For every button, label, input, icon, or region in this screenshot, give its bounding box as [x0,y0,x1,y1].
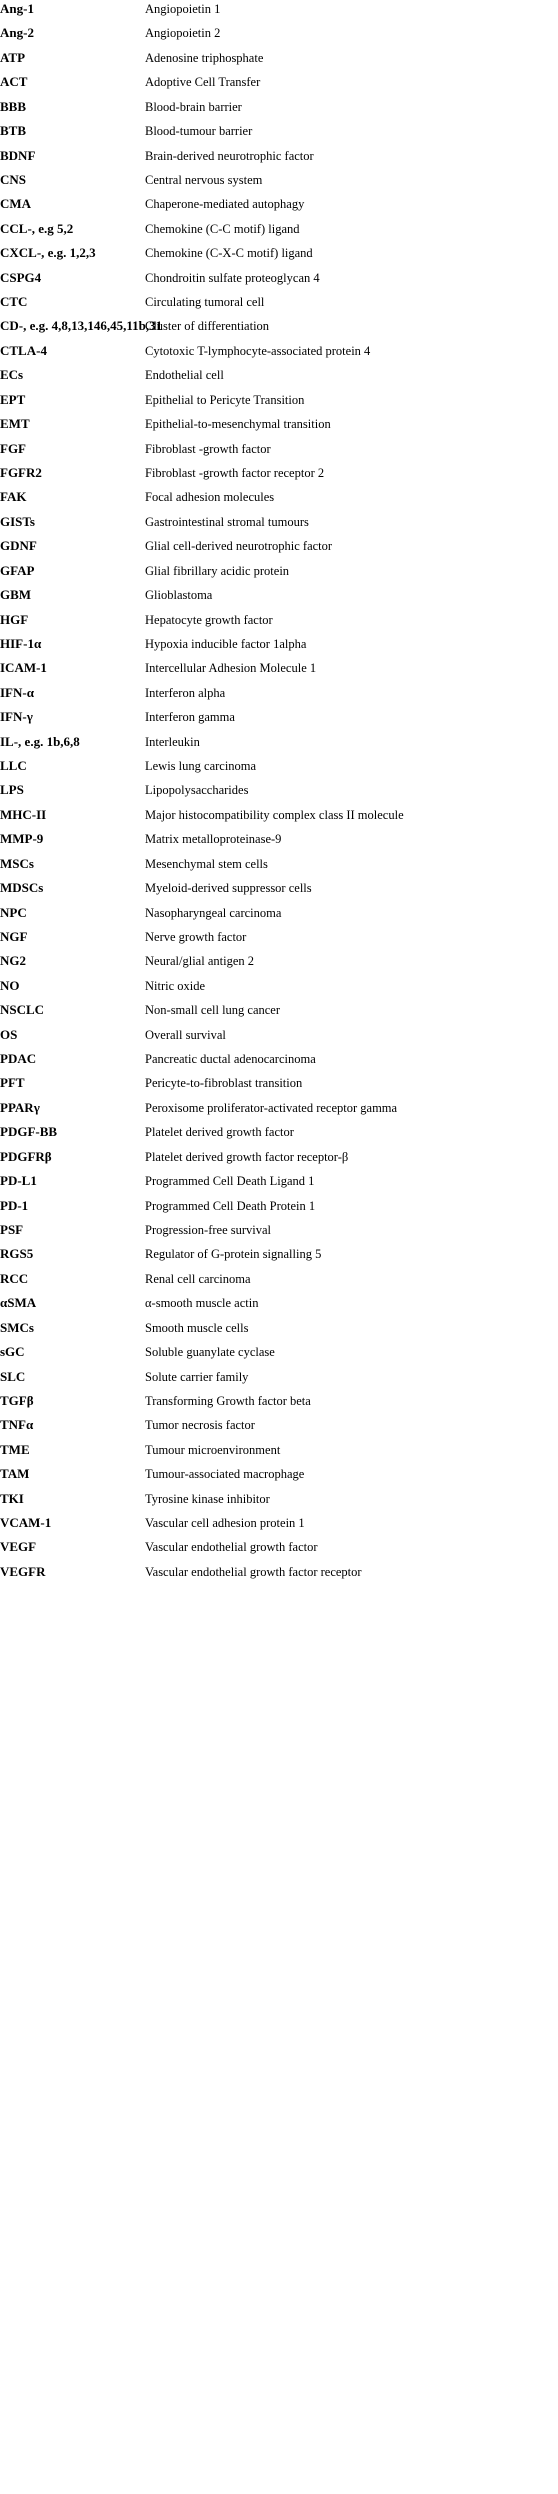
abbreviation-definition: Adoptive Cell Transfer [145,75,261,90]
abbreviation-term: RCC [0,1270,29,1286]
abbreviation-row [0,537,558,561]
abbreviation-term: GBM [0,587,32,603]
abbreviation-definition: Renal cell carcinoma [145,1271,251,1286]
abbreviation-term: TME [0,1441,30,1457]
abbreviation-definition: Smooth muscle cells [145,1320,249,1335]
abbreviation-definition: Tyrosine kinase inhibitor [145,1491,270,1506]
abbreviation-row [0,147,558,171]
abbreviation-row [0,733,558,757]
abbreviation-term: GDNF [0,538,37,554]
abbreviation-row [0,708,558,732]
abbreviation-term: ICAM-1 [0,660,47,676]
abbreviation-term: ATP [0,49,26,65]
abbreviation-term: LLC [0,758,27,774]
abbreviation-term: GISTs [0,513,35,529]
abbreviation-definition: Lipopolysaccharides [145,783,249,798]
abbreviation-definition: Fibroblast -growth factor [145,441,271,456]
abbreviation-definition: Circulating tumoral cell [145,295,265,310]
abbreviation-definition: Hepatocyte growth factor [145,612,273,627]
abbreviation-definition: Adenosine triphosphate [145,50,264,65]
abbreviation-row [0,1221,558,1245]
abbreviation-definition: Central nervous system [145,172,263,187]
abbreviation-term: CD-, e.g. 4,8,13,146,45,11b,31 [0,318,163,334]
abbreviation-term: ACT [0,74,28,90]
abbreviation-definition: Programmed Cell Death Ligand 1 [145,1174,315,1189]
abbreviation-row [0,513,558,537]
abbreviation-row [0,1538,558,1562]
abbreviation-term: Ang-1 [0,1,34,16]
abbreviation-row [0,928,558,952]
abbreviation-definition: Nitric oxide [145,978,206,993]
abbreviation-term: TAM [0,1466,30,1482]
abbreviation-definition: Glioblastoma [145,588,213,603]
abbreviation-term: TGFβ [0,1392,34,1408]
abbreviation-row [0,488,558,512]
abbreviation-definition: Epithelial-to-mesenchymal transition [145,417,331,432]
abbreviation-row [0,562,558,586]
abbreviation-term: MMP-9 [0,831,44,847]
abbreviation-definition: Intercellular Adhesion Molecule 1 [145,661,317,676]
abbreviation-row [0,684,558,708]
abbreviation-row [0,1563,558,1587]
abbreviation-term: TKI [0,1490,24,1506]
abbreviation-definition: Interferon alpha [145,685,226,700]
abbreviation-definition: Chaperone-mediated autophagy [145,197,305,212]
abbreviation-term: CXCL-, e.g. 1,2,3 [0,245,96,261]
abbreviation-term: NGF [0,928,28,944]
abbreviation-row [0,415,558,439]
abbreviation-definition: Soluble guanylate cyclase [145,1345,275,1360]
abbreviation-definition: Programmed Cell Death Protein 1 [145,1198,316,1213]
abbreviation-term: CMA [0,196,32,212]
abbreviation-definition: Vascular endothelial growth factor receptor [145,1564,362,1579]
abbreviation-definition: Neural/glial antigen 2 [145,954,254,969]
abbreviation-term: CNS [0,171,27,187]
abbreviation-term: VEGFR [0,1563,46,1579]
abbreviation-term: HGF [0,611,29,627]
abbreviation-definition: α-smooth muscle actin [145,1296,259,1311]
abbreviation-term: EMT [0,416,30,432]
abbreviation-definition: Peroxisome proliferator-activated receptor gamma [145,1100,398,1115]
abbreviation-definition: Matrix metalloproteinase-9 [145,832,282,847]
abbreviation-term: FGFR2 [0,464,42,480]
abbreviation-definition: Mesenchymal stem cells [145,856,268,871]
abbreviation-row [0,830,558,854]
abbreviation-definition: Tumour-associated macrophage [145,1467,305,1482]
abbreviation-row [0,1490,558,1514]
abbreviation-definition: Epithelial to Pericyte Transition [145,392,305,407]
abbreviation-term: VEGF [0,1539,37,1555]
abbreviation-row [0,24,558,48]
abbreviation-term: SMCs [0,1319,34,1335]
abbreviation-definition: Hypoxia inducible factor 1alpha [145,636,307,651]
abbreviation-row [0,1172,558,1196]
abbreviation-definition: Vascular endothelial growth factor [145,1540,318,1555]
abbreviation-row [0,1368,558,1392]
abbreviation-row [0,1099,558,1123]
abbreviation-term: ECs [0,367,24,383]
abbreviation-row [0,1392,558,1416]
abbreviation-row [0,977,558,1001]
abbreviation-definition: Nasopharyngeal carcinoma [145,905,282,920]
abbreviation-row [0,904,558,928]
abbreviation-row [0,73,558,97]
abbreviation-row [0,464,558,488]
abbreviation-row [0,1270,558,1294]
abbreviation-term: PDGF-BB [0,1124,58,1140]
abbreviation-term: MDSCs [0,880,44,896]
abbreviation-term: αSMA [0,1295,37,1311]
abbreviation-term: MSCs [0,855,34,871]
abbreviation-definition: Progression-free survival [145,1223,272,1237]
abbreviation-row [0,317,558,341]
abbreviation-row [0,1514,558,1538]
abbreviation-term: PSF [0,1222,24,1237]
abbreviation-row [0,952,558,976]
abbreviation-definition: Cytotoxic T-lymphocyte-associated protein 4 [145,343,371,358]
abbreviation-definition: Glial cell-derived neurotrophic factor [145,539,333,554]
abbreviation-term: NSCLC [0,1002,45,1018]
abbreviation-term: TNFα [0,1417,34,1433]
abbreviation-term: PD-1 [0,1197,29,1213]
abbreviation-row [0,1294,558,1318]
abbreviation-definition: Angiopoietin 2 [145,26,221,41]
abbreviation-term: NPC [0,904,27,920]
abbreviation-definition: Tumour microenvironment [145,1442,281,1457]
abbreviation-definition: Pancreatic ductal adenocarcinoma [145,1052,316,1067]
abbreviation-definition: Vascular cell adhesion protein 1 [145,1516,305,1531]
abbreviation-definition: Platelet derived growth factor [145,1125,294,1140]
abbreviation-definition: Non-small cell lung cancer [145,1003,281,1018]
abbreviation-row [0,1319,558,1343]
abbreviation-term: IFN-γ [0,709,33,725]
abbreviation-row [0,611,558,635]
abbreviation-definition: Platelet derived growth factor receptor-β [145,1149,349,1164]
abbreviation-row [0,757,558,781]
abbreviation-term: BDNF [0,147,36,163]
abbreviation-row [0,49,558,73]
abbreviation-term: FGF [0,440,26,456]
abbreviation-term: CTLA-4 [0,342,47,358]
abbreviation-definition: Focal adhesion molecules [145,490,275,505]
abbreviation-row [0,806,558,830]
abbreviation-term: NO [0,977,20,993]
abbreviation-row [0,244,558,268]
abbreviation-definition: Regulator of G-protein signalling 5 [145,1247,322,1262]
abbreviation-row [0,586,558,610]
abbreviation-definition: Transforming Growth factor beta [145,1393,311,1408]
abbreviation-definition: Blood-tumour barrier [145,124,253,139]
abbreviation-row [0,195,558,219]
abbreviation-term: CTC [0,294,28,310]
abbreviation-term: PD-L1 [0,1173,37,1189]
abbreviation-definition: Overall survival [145,1027,226,1042]
abbreviation-row [0,1050,558,1074]
abbreviation-term: IL-, e.g. 1b,6,8 [0,733,80,749]
abbreviation-row [0,1074,558,1098]
abbreviation-term: GFAP [0,562,35,578]
abbreviation-row [0,1123,558,1147]
abbreviation-row [0,1001,558,1025]
abbreviation-definition: Fibroblast -growth factor receptor 2 [145,465,325,480]
abbreviation-term: BTB [0,123,27,139]
abbreviation-definition: Angiopoietin 1 [145,2,221,16]
abbreviation-row [0,1416,558,1440]
abbreviation-row [0,342,558,366]
abbreviation-definition: Major histocompatibility complex class II molecule [145,807,404,822]
abbreviation-row [0,98,558,122]
abbreviation-definition: Interleukin [145,734,200,749]
abbreviation-definition: Interferon gamma [145,710,235,725]
abbreviation-term: sGC [0,1344,25,1360]
abbreviation-definition: Myeloid-derived suppressor cells [145,881,312,896]
abbreviation-definition: Blood-brain barrier [145,99,242,114]
abbreviation-row [0,366,558,390]
abbreviation-row [0,659,558,683]
abbreviation-definition: Endothelial cell [145,368,224,383]
abbreviation-term: Ang-2 [0,25,34,41]
abbreviation-term: MHC-II [0,806,47,822]
abbreviation-term: HIF-1α [0,635,42,651]
abbreviation-row [0,879,558,903]
abbreviation-term: OS [0,1026,18,1042]
abbreviation-row [0,293,558,317]
abbreviation-definition: Glial fibrillary acidic protein [145,563,290,578]
abbreviation-term: FAK [0,489,27,505]
abbreviation-term: PPARγ [0,1099,40,1115]
abbreviation-row [0,1245,558,1269]
abbreviation-row [0,1026,558,1050]
abbreviation-term: SLC [0,1368,26,1384]
abbreviation-definition: Chondroitin sulfate proteoglycan 4 [145,270,320,285]
abbreviation-row [0,440,558,464]
abbreviation-term: IFN-α [0,684,34,700]
abbreviation-row [0,1343,558,1367]
abbreviation-term: CSPG4 [0,269,42,285]
abbreviation-definition: Chemokine (C-C motif) ligand [145,221,300,236]
abbreviation-definition: Nerve growth factor [145,929,247,944]
abbreviation-row [0,635,558,659]
abbreviation-definition: Chemokine (C-X-C motif) ligand [145,246,313,261]
abbreviation-row [0,0,558,24]
abbreviation-term: NG2 [0,953,26,969]
abbreviation-term: RGS5 [0,1246,34,1262]
abbreviation-row [0,171,558,195]
abbreviation-definition: Solute carrier family [145,1369,249,1384]
abbreviation-definition: Gastrointestinal stromal tumours [145,514,309,529]
abbreviation-definition: Cluster of differentiation [145,319,270,334]
abbreviation-term: PDAC [0,1051,37,1067]
abbreviation-definition: Pericyte-to-fibroblast transition [145,1076,303,1091]
abbreviation-row [0,122,558,146]
abbreviation-term: PFT [0,1075,25,1091]
abbreviation-definition: Lewis lung carcinoma [145,759,257,774]
abbreviation-row [0,1197,558,1221]
abbreviation-row [0,220,558,244]
abbreviation-term: VCAM-1 [0,1515,52,1531]
abbreviation-row [0,391,558,415]
abbreviation-term: CCL-, e.g 5,2 [0,220,74,236]
abbreviation-term: EPT [0,391,26,407]
abbreviation-term: PDGFRβ [0,1148,52,1164]
abbreviation-row [0,269,558,293]
abbreviation-term: LPS [0,782,24,798]
abbreviation-row [0,855,558,879]
abbreviation-row [0,781,558,805]
abbreviation-definition: Tumor necrosis factor [145,1418,255,1433]
abbreviation-definition: Brain-derived neurotrophic factor [145,148,314,163]
abbreviation-row [0,1441,558,1465]
abbreviation-row [0,1148,558,1172]
abbreviation-row [0,1465,558,1489]
abbreviation-term: BBB [0,98,27,114]
